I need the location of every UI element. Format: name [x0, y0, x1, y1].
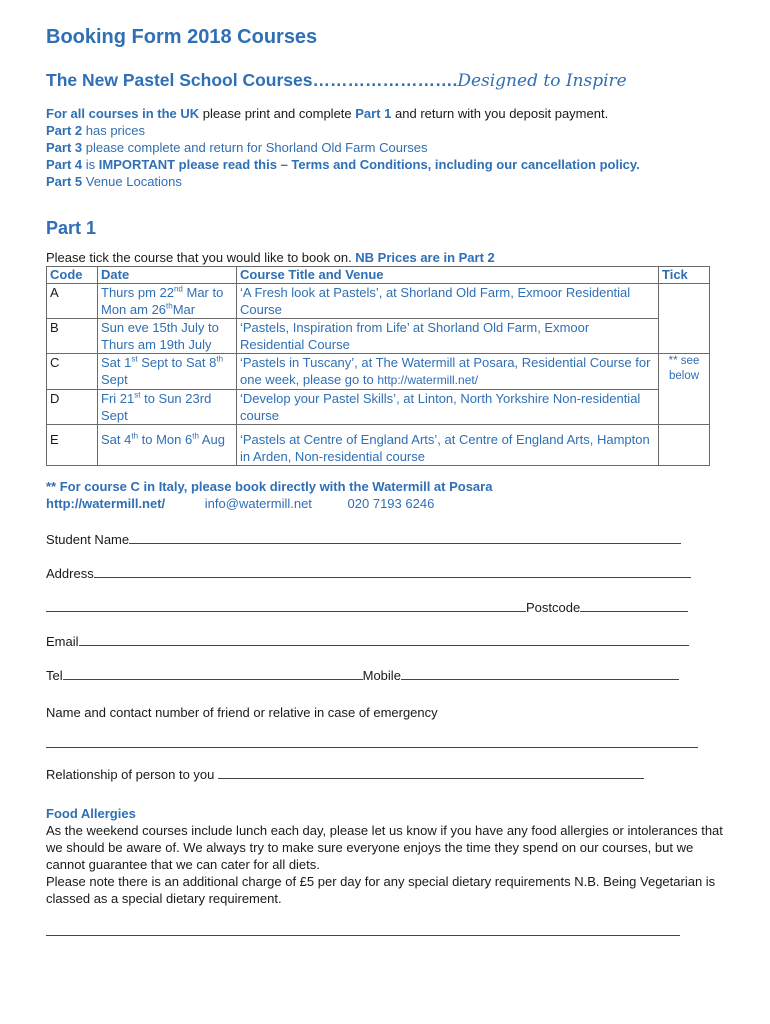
tel-mobile-field[interactable]: Tel Mobile — [46, 667, 726, 684]
part1-heading: Part 1 — [46, 218, 97, 238]
booking-form — [46, 22, 726, 940]
tick-note: ** see below — [659, 354, 710, 425]
tick-box-e[interactable] — [659, 425, 710, 466]
intro-line: Part 4 is IMPORTANT please read this – Terms and Conditions, including our cancellation policy. — [46, 157, 640, 172]
table-row: D Fri 21st to Sun 23rd Sept ‘Develop your Pastel Skills’, at Linton, North Yorkshire Non-residential course — [47, 390, 710, 425]
italy-note: ** For course C in Italy, please book directly with the Watermill at Posara http://watermill.net/ info@watermill.net 020 7193 6246 — [46, 479, 493, 511]
course-date: Sat 1st Sept to Sat 8th Sept — [98, 354, 237, 390]
intro-line: For all courses in the UK please print and complete Part 1 and return with you deposit payment. — [46, 106, 609, 121]
table-row: E Sat 4th to Mon 6th Aug ‘Pastels at Centre of England Arts’, at Centre of England Arts, Hampton in Arden, Non-residential course — [47, 425, 710, 466]
relationship-field[interactable]: Relationship of person to you — [46, 766, 726, 783]
col-title: Course Title and Venue — [237, 267, 659, 284]
subtitle-main: The New Pastel School Courses……………………. — [46, 70, 458, 90]
tick-box-a[interactable] — [659, 284, 710, 354]
subtitle — [46, 68, 726, 92]
intro-line: Part 3 please complete and return for Shorland Old Farm Courses — [46, 140, 428, 155]
watermill-link[interactable]: http://watermill.net/ — [377, 373, 479, 387]
course-table — [46, 266, 710, 466]
student-name-field[interactable]: Student Name — [46, 531, 726, 548]
table-header — [47, 267, 710, 284]
col-code: Code — [47, 267, 98, 284]
emergency-contact-field[interactable] — [46, 735, 726, 752]
watermill-phone: 020 7193 6246 — [347, 496, 435, 511]
emergency-contact-label: Name and contact number of friend or relative in case of emergency — [46, 705, 438, 720]
watermill-email[interactable]: info@watermill.net — [204, 496, 312, 511]
postcode-field[interactable]: Postcode — [46, 599, 726, 616]
col-tick: Tick — [659, 267, 710, 284]
page-title: Booking Form 2018 Courses — [46, 26, 318, 48]
course-date: Fri 21st to Sun 23rd Sept — [98, 390, 237, 425]
part1-instruction: Please tick the course that you would like to book on. NB Prices are in Part 2 — [46, 250, 495, 265]
food-allergies-text: As the weekend courses include lunch each day, please let us know if you have any food allergies or intolerances that we should be aware of. We always try to make sure everyone enjoys the time they spend on our courses, but we cannot guarantee that we can cater for all diets. — [46, 823, 723, 872]
subtitle-tagline: Designed to Inspire — [457, 71, 627, 91]
intro-line: Part 2 has prices — [46, 123, 146, 138]
course-title: ‘Pastels in Tuscany’, at The Watermill at Posara, Residential Course for one week, please go to http://watermill.net/ — [237, 354, 659, 390]
dietary-charge-text: Please note there is an additional charge of £5 per day for any special dietary requirements N.B. Being Vegetarian is classed as a special dietary requirement. — [46, 874, 716, 906]
food-allergies-heading: Food Allergies — [46, 806, 136, 821]
intro-line: Part 5 Venue Locations — [46, 174, 182, 189]
course-date: Sat 4th to Mon 6th Aug — [98, 425, 237, 466]
food-allergies-field[interactable] — [46, 923, 726, 940]
course-date: Sun eve 15th July to Thurs am 19th July — [98, 319, 237, 354]
course-title: ‘Develop your Pastel Skills’, at Linton, North Yorkshire Non-residential course — [237, 390, 659, 425]
watermill-url[interactable]: http://watermill.net/ — [46, 496, 166, 511]
table-row: B Sun eve 15th July to Thurs am 19th July ‘Pastels, Inspiration from Life’ at Shorland Old Farm, Exmoor Residential Course — [47, 319, 710, 354]
intro — [46, 105, 726, 190]
col-date: Date — [98, 267, 237, 284]
table-row: C Sat 1st Sept to Sat 8th Sept ‘Pastels in Tuscany’, at The Watermill at Posara, Residential Course for one week, please go to http://watermill.net/ ** see below — [47, 354, 710, 390]
course-title: ‘Pastels, Inspiration from Life’ at Shorland Old Farm, Exmoor Residential Course — [237, 319, 659, 354]
course-date: Thurs pm 22nd Mar to Mon am 26thMar — [98, 284, 237, 319]
course-title: ‘A Fresh look at Pastels’, at Shorland Old Farm, Exmoor Residential Course — [237, 284, 659, 319]
course-title: ‘Pastels at Centre of England Arts’, at Centre of England Arts, Hampton in Arden, Non-residential course — [237, 425, 659, 466]
email-field[interactable]: Email — [46, 633, 726, 650]
table-row: A Thurs pm 22nd Mar to Mon am 26thMar ‘A Fresh look at Pastels’, at Shorland Old Farm, Exmoor Residential Course — [47, 284, 710, 319]
address-field[interactable]: Address — [46, 565, 726, 582]
